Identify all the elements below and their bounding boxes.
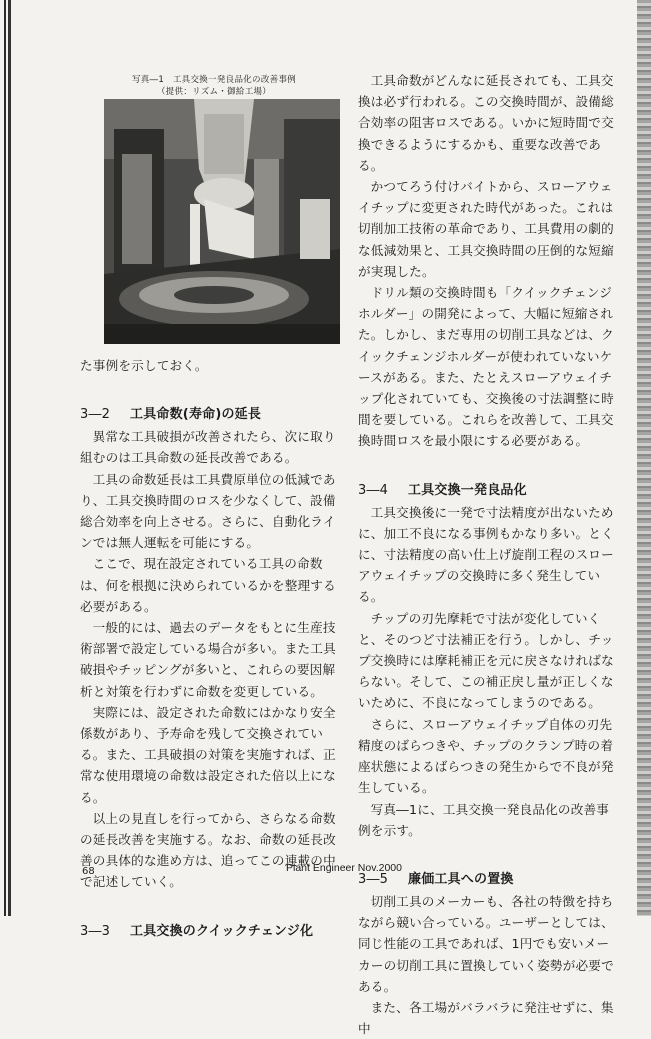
- section-number: 3―3: [80, 923, 111, 939]
- section-title: 工具交換一発良品化: [408, 482, 527, 498]
- body-paragraph: 工具交換後に一発で寸法精度が出ないために、加工不良になる事例もかなり多い。とくに、寸法精度の高い仕上げ旋削工程のスローアウェイチップの交換時に多く発生している。: [358, 504, 614, 605]
- body-paragraph: 切削工具のメーカーも、各社の特徴を持ちながら競い合っている。ユーザーとしては、同じ性能の工具であれば、1円でも安いメーカーの切削工具に置換していく姿勢が必要である。: [358, 893, 614, 994]
- body-paragraph: チップの刃先摩耗で寸法が変化していくと、そのつど寸法補正を行う。しかし、チップ交換時には摩耗補正を元に戻さなければならない。そして、この補正戻し量が正しくないために、不良になってしまうのである。: [358, 610, 614, 711]
- body-paragraph: 工具命数がどんなに延長されても、工具交換は必ず行われる。この交換時間が、設備総合効率の阻害ロスである。いかに短時間で交換できるようにするかも、重要な改善である。: [358, 73, 614, 173]
- right-column: [358, 70, 618, 1039]
- magazine-footer: Plant Engineer Nov.2000: [286, 862, 402, 874]
- body-paragraph: ここで、現在設定されている工具の命数は、何を根拠に決められているかを整理する必要がある。: [80, 556, 336, 614]
- section-heading-3-3: [80, 921, 348, 943]
- machining-photo: [104, 99, 340, 344]
- section-heading-3-4: [358, 480, 618, 502]
- section-number: 3―5: [358, 871, 389, 887]
- body-paragraph: かつてろう付けバイトから、スローアウェイチップに変更された時代があった。これは切削加工技術の革命であり、工具費用の劇的な低減効果と、工具交換時間の圧倒的な短縮が実現した。: [358, 179, 614, 279]
- section-title: 廉価工具への置換: [408, 871, 514, 887]
- figure-reference: 写真―1に、工具交換一発良品化の改善事例を示す。: [358, 801, 610, 838]
- caption-credit: （提供：リズム・御給工場）: [156, 87, 272, 97]
- section-title: 工具命数(寿命)の延長: [130, 407, 262, 423]
- body-paragraph: さらに、スローアウェイチップ自体の刃先精度のばらつきや、チップのクランプ時の着座状態によるばらつきの発生からで不良が発生している。: [358, 716, 614, 796]
- section-number: 3―2: [80, 407, 111, 423]
- body-paragraph: 異常な工具破損が改善されたら、次に取り組むのは工具命数の延長改善である。: [80, 429, 336, 466]
- section-number: 3―4: [358, 482, 389, 498]
- body-paragraph: また、各工場がバラバラに発注せずに、集中: [358, 999, 614, 1037]
- section-heading-3-2: [80, 404, 348, 426]
- body-paragraph: 工具の命数延長は工具費原単位の低減であり、工具交換時間のロスを少なくして、設備総合効率を向上させる。さらに、自動化ラインでは無人運転を可能にする。: [80, 471, 336, 551]
- binding-edge-left: [4, 0, 12, 916]
- page-number: 68: [82, 866, 95, 877]
- body-paragraph: 一般的には、過去のデータをもとに生産技術部署で設定している場合が多い。また工具破損やチッピングが多いと、これらの要因解析と対策を行わずに命数を変更している。: [80, 620, 336, 699]
- left-column: [80, 355, 348, 943]
- body-paragraph: ドリル類の交換時間も「クイックチェンジホルダー」の開発によって、大幅に短縮された。しかし、まだ専用の切削工具などは、クイックチェンジホルダーが使われていないケースがある。また、たとえスローアウェイチップ化されていても、交換後の寸法調整に時間を要している。これらを改善して、工具交換時間ロスを最小限にする必要がある。: [358, 285, 614, 449]
- section-title: 工具交換のクイックチェンジ化: [130, 923, 314, 939]
- paragraph-continuation: た事例を示しておく。: [80, 358, 208, 373]
- figure-caption: [80, 74, 348, 98]
- caption-title: 写真―1 工具交換一発良品化の改善事例: [131, 75, 297, 85]
- body-paragraph: 以上の見直しを行ってから、さらなる命数の延長改善を実施する。なお、命数の延長改善の具体的な進め方は、追ってこの連載の中で記述していく。: [80, 810, 336, 890]
- body-paragraph: 実際には、設定された命数にはかなり安全係数があり、予寿命を残して交換されている。また、工具破損の対策を実施すれば、正常な使用環境の命数は設定された倍以上になる。: [80, 704, 336, 805]
- binding-edge-right: [637, 0, 651, 916]
